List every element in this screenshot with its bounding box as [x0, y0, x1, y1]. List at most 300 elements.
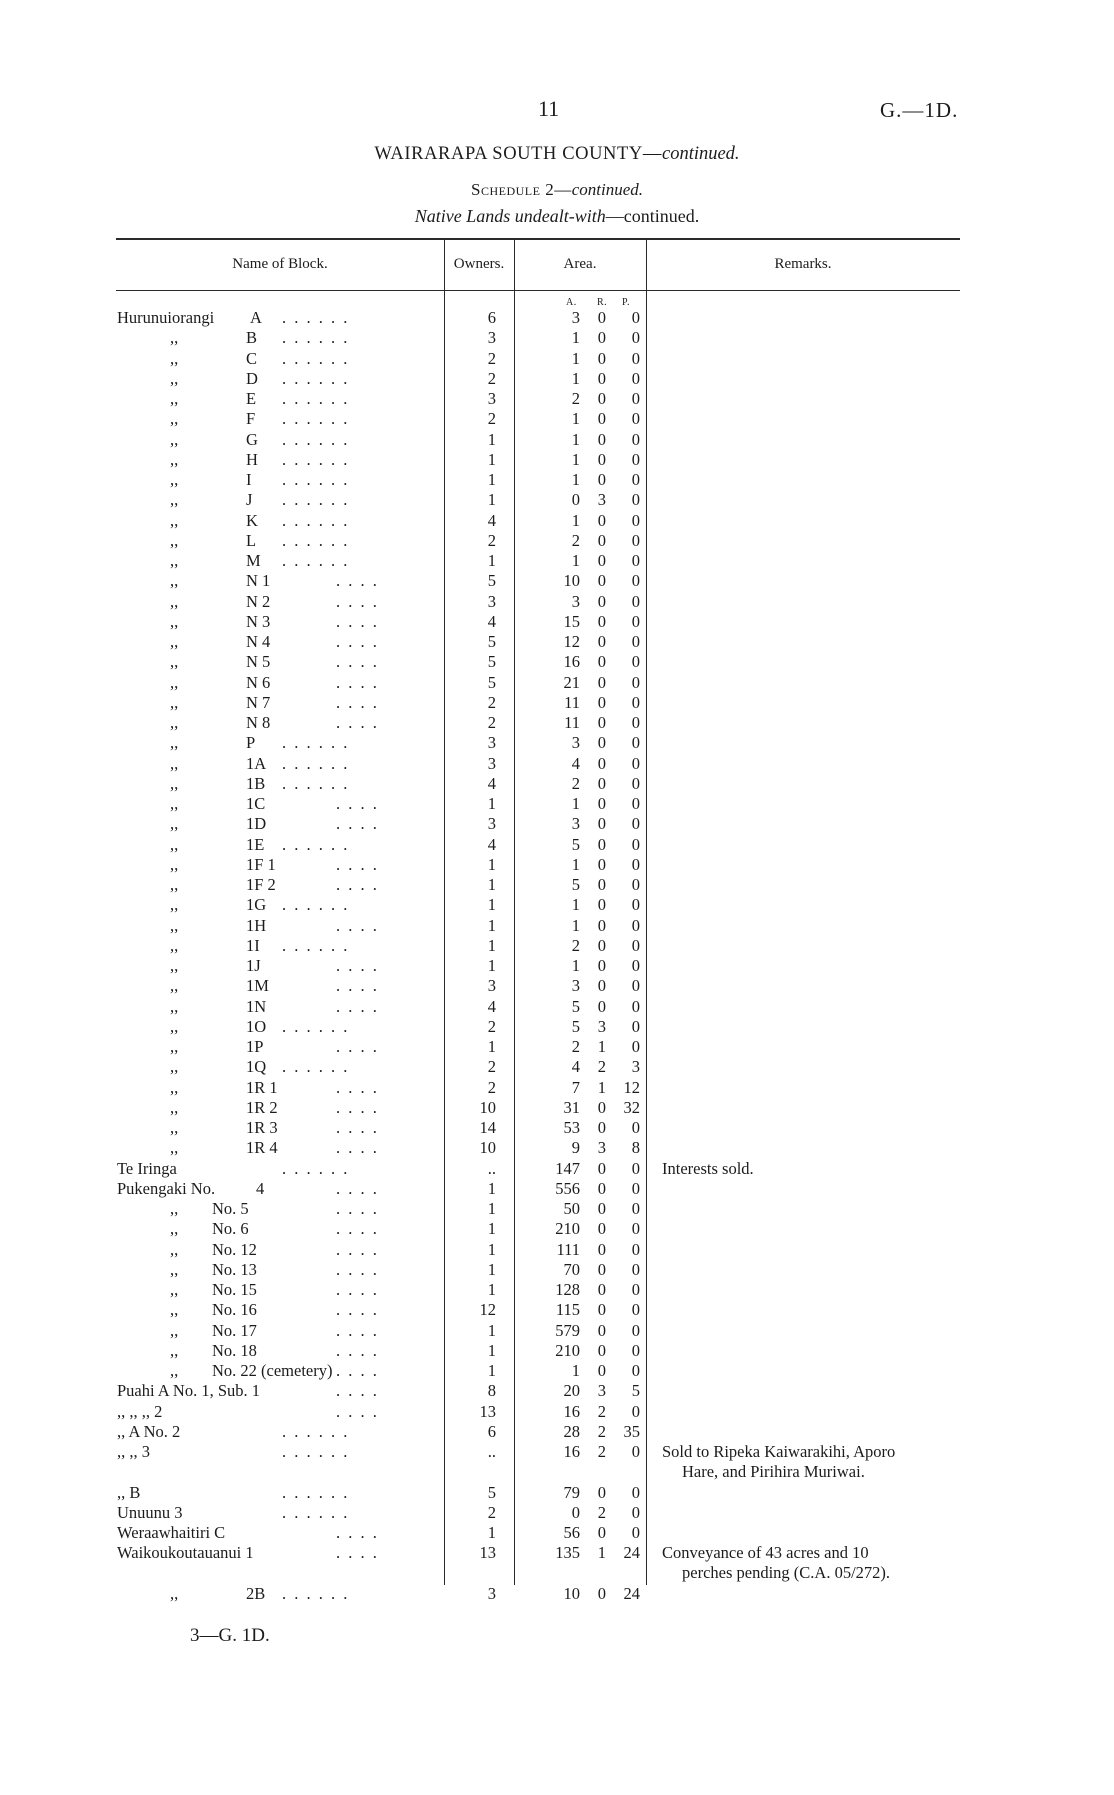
- block-name-sub: 1Q: [246, 1057, 267, 1077]
- table-top-rule: [116, 238, 960, 240]
- area-roods: 0: [597, 308, 606, 327]
- area-perches: 0: [631, 591, 640, 611]
- block-name-prefix: Puahi A No. 1, Sub. 1: [117, 1381, 261, 1401]
- area-perches: 0: [631, 1523, 640, 1542]
- area-acres: 3: [571, 976, 580, 996]
- area-roods: 0: [597, 895, 606, 915]
- area-acres: 28: [563, 1421, 580, 1441]
- area-perches: 0: [631, 996, 640, 1016]
- leader-dots: . . . . . .: [282, 1482, 350, 1502]
- area-acres: 53: [563, 1118, 580, 1137]
- area-perches: 0: [631, 1320, 640, 1340]
- area-acres: 1: [571, 348, 580, 368]
- area-roods: 0: [597, 733, 606, 753]
- block-name-sub: M: [246, 551, 261, 570]
- area-roods: 0: [597, 935, 606, 955]
- county-title-main: WAIRARAPA SOUTH COUNTY—: [374, 144, 662, 164]
- owners-count: 1: [487, 875, 496, 894]
- remark: [662, 1543, 1058, 1583]
- area-roods: 0: [597, 1199, 606, 1218]
- owners-count: 4: [487, 773, 496, 793]
- leader-dots: . . . . . .: [282, 1583, 350, 1603]
- block-name-sub: J: [246, 490, 253, 510]
- leader-dots: . . . .: [336, 652, 379, 672]
- area-roods: 0: [597, 389, 606, 408]
- area-acres: 3: [571, 591, 580, 611]
- area-roods: 2: [597, 1442, 606, 1461]
- area-roods: 0: [597, 875, 606, 894]
- area-acres: 3: [571, 308, 580, 327]
- block-name-sub: 1F 2: [246, 875, 276, 894]
- owners-count: 2: [487, 713, 496, 732]
- area-roods: 0: [597, 1340, 606, 1360]
- leader-dots: . . . . . .: [282, 1421, 350, 1441]
- owners-count: 5: [487, 632, 496, 651]
- area-perches: 0: [631, 328, 640, 348]
- owners-count: 1: [487, 1340, 496, 1360]
- area-perches: 0: [631, 1482, 640, 1502]
- leader-dots: . . . .: [336, 1361, 379, 1380]
- area-perches: 0: [631, 733, 640, 753]
- owners-count: 2: [487, 530, 496, 550]
- owners-count: 2: [487, 368, 496, 388]
- remark-line: Interests sold.: [662, 1158, 754, 1178]
- area-perches: 0: [631, 530, 640, 550]
- area-acres: 5: [571, 834, 580, 854]
- area-perches: 0: [631, 773, 640, 793]
- block-name-sub: G: [246, 429, 258, 449]
- area-acres: 20: [563, 1381, 580, 1401]
- leader-dots: . . . .: [336, 1199, 379, 1218]
- block-name-prefix: ,,: [170, 1138, 179, 1158]
- leader-dots: . . . .: [336, 1381, 379, 1401]
- area-roods: 0: [597, 510, 606, 530]
- block-name-prefix: ,,: [170, 753, 179, 773]
- owners-count: 1: [487, 1320, 496, 1340]
- area-perches: 0: [631, 611, 640, 631]
- block-name-prefix: ,,: [170, 895, 179, 915]
- owners-count: 1: [487, 895, 496, 915]
- area-roods: 0: [597, 1097, 606, 1117]
- owners-count: 1: [487, 935, 496, 955]
- remark: [662, 1159, 1058, 1179]
- area-acres: 128: [555, 1280, 580, 1299]
- area-perches: 0: [631, 1361, 640, 1380]
- block-name-prefix: ,, A No. 2: [117, 1421, 181, 1441]
- block-name-prefix: ,,: [170, 510, 179, 530]
- owners-count: 2: [487, 409, 496, 429]
- block-name-sub: 1J: [246, 956, 261, 975]
- area-roods: 0: [597, 1158, 606, 1178]
- block-name-sub: C: [246, 348, 258, 368]
- area-acres: 1: [571, 854, 580, 874]
- block-name-sub: N 4: [246, 632, 271, 651]
- area-roods: 0: [597, 753, 606, 773]
- block-name-prefix: ,,: [170, 1280, 179, 1299]
- area-roods: 1: [597, 1543, 606, 1563]
- block-name-prefix: ,,: [170, 1118, 179, 1137]
- block-name-sub: N 8: [246, 713, 271, 732]
- owners-count: 1: [487, 1199, 496, 1218]
- owners-count: ..: [487, 1442, 496, 1461]
- area-roods: 0: [597, 1320, 606, 1340]
- area-acres: 1: [571, 328, 580, 348]
- leader-dots: . . . .: [336, 1097, 379, 1117]
- block-name-prefix: ,,: [170, 1199, 179, 1218]
- block-name-prefix: ,,: [170, 1320, 179, 1340]
- owners-count: 1: [487, 854, 496, 874]
- block-name-prefix: ,,: [170, 935, 179, 955]
- block-name-prefix: ,,: [170, 1037, 179, 1056]
- leader-dots: . . . .: [336, 672, 379, 692]
- owners-count: 4: [487, 834, 496, 854]
- area-roods: 1: [597, 1037, 606, 1056]
- area-perches: 0: [631, 1158, 640, 1178]
- block-name-prefix: ,,: [170, 409, 179, 429]
- owners-count: 2: [487, 1057, 496, 1077]
- area-perches: 0: [631, 368, 640, 388]
- owners-count: 6: [487, 1421, 496, 1441]
- column-header-owners: Owners.: [453, 256, 505, 272]
- owners-count: 1: [487, 956, 496, 975]
- area-perches: 0: [631, 1178, 640, 1198]
- area-perches: 0: [631, 1199, 640, 1218]
- area-acres: 2: [571, 773, 580, 793]
- area-acres: 5: [571, 875, 580, 894]
- block-name-sub: No. 17: [212, 1320, 257, 1340]
- area-perches: 0: [631, 1442, 640, 1461]
- owners-count: 1: [487, 915, 496, 935]
- leader-dots: . . . .: [336, 611, 379, 631]
- leader-dots: . . . .: [336, 1037, 379, 1056]
- area-perches: 0: [631, 1016, 640, 1036]
- remark-line-continued: perches pending (C.A. 05/272).: [682, 1563, 891, 1583]
- area-roods: 0: [597, 1523, 606, 1542]
- owners-count: 6: [487, 308, 496, 327]
- county-title-continued: continued.: [661, 144, 740, 164]
- area-roods: 0: [597, 713, 606, 732]
- area-roods: 0: [597, 470, 606, 489]
- leader-dots: . . . .: [336, 1178, 379, 1198]
- owners-count: 14: [479, 1118, 496, 1137]
- owners-count: 1: [487, 470, 496, 489]
- block-name-prefix: ,,: [170, 976, 179, 996]
- area-perches: 35: [623, 1421, 640, 1441]
- area-acres: 15: [563, 611, 580, 631]
- block-name-prefix: ,,: [170, 490, 179, 510]
- block-name-sub: 1N: [246, 996, 267, 1016]
- area-roods: 0: [597, 794, 606, 813]
- area-perches: 0: [631, 976, 640, 996]
- area-perches: 0: [631, 571, 640, 591]
- area-roods: 0: [597, 773, 606, 793]
- column-header-name: Name of Block.: [232, 256, 328, 272]
- area-roods: 0: [597, 449, 606, 469]
- area-roods: 0: [597, 834, 606, 854]
- area-acres: 210: [555, 1340, 580, 1360]
- area-perches: 0: [631, 1219, 640, 1239]
- block-name-prefix: ,,: [170, 834, 179, 854]
- area-perches: 0: [631, 1239, 640, 1259]
- owners-count: 1: [487, 1219, 496, 1239]
- leader-dots: . . . . . .: [282, 733, 350, 753]
- area-roods: 0: [597, 530, 606, 550]
- owners-count: 4: [487, 611, 496, 631]
- area-acres: 115: [555, 1300, 580, 1320]
- area-roods: 0: [597, 996, 606, 1016]
- area-acres: 12: [563, 632, 580, 651]
- area-perches: 12: [623, 1077, 640, 1097]
- area-roods: 0: [597, 854, 606, 874]
- block-name-prefix: ,,: [170, 814, 179, 834]
- block-name-sub: N 1: [246, 571, 271, 591]
- leader-dots: . . . .: [336, 632, 379, 651]
- leader-dots: . . . . . .: [282, 368, 350, 388]
- area-acres: 56: [563, 1523, 580, 1542]
- block-name-sub: 1D: [246, 814, 267, 834]
- area-roods: 0: [597, 328, 606, 348]
- area-acres: 16: [563, 652, 580, 672]
- area-acres: 11: [564, 692, 580, 712]
- area-perches: 0: [631, 551, 640, 570]
- area-perches: 0: [631, 429, 640, 449]
- leader-dots: . . . . . .: [282, 895, 350, 915]
- block-name-sub: B: [246, 328, 258, 348]
- area-acres: 2: [571, 389, 580, 408]
- block-name-prefix: ,,: [170, 672, 179, 692]
- block-name-sub: No. 13: [212, 1259, 257, 1279]
- owners-count: 4: [487, 510, 496, 530]
- area-acres: 0: [571, 490, 580, 510]
- leader-dots: . . . . . .: [282, 389, 350, 408]
- block-name-sub: 1R 2: [246, 1097, 278, 1117]
- block-name-sub: E: [246, 389, 257, 408]
- area-acres: 1: [571, 956, 580, 975]
- leader-dots: . . . .: [336, 713, 379, 732]
- leader-dots: . . . .: [336, 1320, 379, 1340]
- area-perches: 32: [623, 1097, 640, 1117]
- area-perches: 0: [631, 753, 640, 773]
- leader-dots: . . . .: [336, 1401, 379, 1421]
- owners-count: 5: [487, 652, 496, 672]
- unit-perches: P.: [622, 297, 630, 308]
- section-subtitle-rest: —continued.: [605, 206, 700, 226]
- owners-count: 1: [487, 449, 496, 469]
- block-name-prefix: ,,: [170, 1097, 179, 1117]
- area-perches: 0: [631, 652, 640, 672]
- leader-dots: . . . . . .: [282, 348, 350, 368]
- block-name-prefix: ,,: [170, 733, 179, 753]
- area-perches: 3: [631, 1057, 640, 1077]
- area-acres: 9: [571, 1138, 580, 1158]
- area-perches: 24: [623, 1543, 640, 1563]
- leader-dots: . . . .: [336, 794, 379, 813]
- block-name-sub: 1F 1: [246, 854, 276, 874]
- block-name-sub: A: [250, 308, 262, 327]
- area-perches: 0: [631, 854, 640, 874]
- block-name-sub: L: [246, 530, 257, 550]
- area-perches: 24: [623, 1583, 640, 1603]
- area-roods: 2: [597, 1502, 606, 1522]
- block-name-sub: 2B: [246, 1583, 266, 1603]
- unit-acres: A.: [566, 297, 577, 308]
- area-acres: 0: [571, 1502, 580, 1522]
- area-perches: 0: [631, 935, 640, 955]
- block-name-sub: No. 15: [212, 1280, 257, 1299]
- area-acres: 1: [571, 915, 580, 935]
- area-roods: 2: [597, 1421, 606, 1441]
- block-name-sub: No. 22 (cemetery): [212, 1361, 333, 1380]
- block-name-sub: N 3: [246, 611, 271, 631]
- block-name-prefix: Unuunu 3: [117, 1502, 183, 1522]
- section-subtitle: [0, 206, 1114, 227]
- area-perches: 0: [631, 1280, 640, 1299]
- area-acres: 3: [571, 814, 580, 834]
- block-name-sub: 1A: [246, 753, 267, 773]
- owners-count: 13: [479, 1543, 496, 1563]
- block-name-prefix: ,,: [170, 328, 179, 348]
- area-acres: 135: [555, 1543, 580, 1563]
- owners-count: 2: [487, 1077, 496, 1097]
- owners-count: 1: [487, 1259, 496, 1279]
- area-acres: 21: [563, 672, 580, 692]
- owners-count: 3: [487, 976, 496, 996]
- block-name-sub: 1O: [246, 1016, 267, 1036]
- owners-count: 3: [487, 733, 496, 753]
- area-perches: 0: [631, 794, 640, 813]
- owners-count: 1: [487, 794, 496, 813]
- owners-count: 3: [487, 753, 496, 773]
- area-acres: 4: [571, 1057, 580, 1077]
- area-acres: 31: [563, 1097, 580, 1117]
- area-perches: 0: [631, 915, 640, 935]
- area-roods: 0: [597, 1118, 606, 1137]
- leader-dots: . . . . . .: [282, 409, 350, 429]
- owners-count: 2: [487, 692, 496, 712]
- table-header-rule: [116, 290, 960, 291]
- leader-dots: . . . . . .: [282, 551, 350, 570]
- block-name-sub: 1P: [246, 1037, 264, 1056]
- area-roods: 0: [597, 956, 606, 975]
- area-perches: 0: [631, 1259, 640, 1279]
- leader-dots: . . . . . .: [282, 328, 350, 348]
- block-name-sub: H: [246, 449, 258, 469]
- leader-dots: . . . .: [336, 976, 379, 996]
- leader-dots: . . . .: [336, 1280, 379, 1299]
- block-name-prefix: ,,: [170, 713, 179, 732]
- area-perches: 8: [631, 1138, 640, 1158]
- block-name-prefix: Weraawhaitiri C: [117, 1523, 226, 1542]
- block-name-prefix: ,,: [170, 1259, 179, 1279]
- block-name-prefix: ,, B: [117, 1482, 141, 1502]
- leader-dots: . . . . . .: [282, 834, 350, 854]
- block-name-sub: P: [246, 733, 256, 753]
- block-name-prefix: ,,: [170, 1300, 179, 1320]
- block-name-sub: No. 18: [212, 1340, 257, 1360]
- block-name-sub: 1E: [246, 834, 265, 854]
- area-roods: 2: [597, 1401, 606, 1421]
- area-perches: 5: [631, 1381, 640, 1401]
- unit-roods: R.: [597, 297, 608, 308]
- block-name-prefix: ,,: [170, 449, 179, 469]
- leader-dots: . . . . . .: [282, 935, 350, 955]
- block-name-prefix: ,,: [170, 1583, 179, 1603]
- footer-signature: 3—G. 1D.: [190, 1625, 270, 1646]
- block-name-prefix: ,,: [170, 956, 179, 975]
- leader-dots: . . . . . .: [282, 490, 350, 510]
- leader-dots: . . . . . .: [282, 773, 350, 793]
- block-name-prefix: ,,: [170, 915, 179, 935]
- remark-line-continued: Hare, and Pirihira Muriwai.: [682, 1462, 865, 1481]
- area-perches: 0: [631, 1118, 640, 1137]
- block-name-prefix: ,,: [170, 1340, 179, 1360]
- area-acres: 1: [571, 1361, 580, 1380]
- area-roods: 0: [597, 814, 606, 834]
- block-name-sub: K: [246, 510, 258, 530]
- owners-count: 5: [487, 571, 496, 591]
- leader-dots: . . . . . .: [282, 308, 350, 327]
- owners-count: 3: [487, 814, 496, 834]
- leader-dots: . . . . . .: [282, 1016, 350, 1036]
- leader-dots: . . . .: [336, 571, 379, 591]
- block-name-sub: D: [246, 368, 258, 388]
- area-roods: 0: [597, 1280, 606, 1299]
- schedule-title-main: Schedule 2—: [471, 180, 572, 199]
- block-name-sub: No. 5: [212, 1199, 249, 1218]
- area-perches: 0: [631, 389, 640, 408]
- owners-count: 1: [487, 1361, 496, 1380]
- owners-count: 8: [487, 1381, 496, 1401]
- block-name-prefix: ,,: [170, 1361, 179, 1380]
- leader-dots: . . . .: [336, 854, 379, 874]
- area-roods: 0: [597, 1259, 606, 1279]
- block-name-prefix: ,,: [170, 551, 179, 570]
- area-perches: 0: [631, 875, 640, 894]
- leader-dots: . . . .: [336, 1239, 379, 1259]
- owners-count: 1: [487, 1280, 496, 1299]
- area-perches: 0: [631, 632, 640, 651]
- owners-count: 1: [487, 1239, 496, 1259]
- area-roods: 0: [597, 1361, 606, 1380]
- area-acres: 5: [571, 996, 580, 1016]
- leader-dots: . . . .: [336, 814, 379, 834]
- area-roods: 0: [597, 692, 606, 712]
- block-name-prefix: ,,: [170, 854, 179, 874]
- block-name-prefix: Te Iringa: [117, 1158, 177, 1178]
- leader-dots: . . . .: [336, 1300, 379, 1320]
- area-perches: 0: [631, 1502, 640, 1522]
- block-name-sub: No. 12: [212, 1239, 257, 1259]
- block-name-sub: 1M: [246, 976, 269, 996]
- leader-dots: . . . .: [336, 1259, 379, 1279]
- block-name-sub: 4: [256, 1178, 265, 1198]
- area-acres: 2: [571, 530, 580, 550]
- owners-count: 3: [487, 389, 496, 408]
- remark: [662, 1442, 1058, 1482]
- area-perches: 0: [631, 814, 640, 834]
- area-roods: 0: [597, 632, 606, 651]
- area-roods: 3: [597, 1381, 606, 1401]
- area-acres: 1: [571, 368, 580, 388]
- block-name-sub: N 6: [246, 672, 271, 692]
- owners-count: 10: [479, 1097, 496, 1117]
- block-name-sub: No. 6: [212, 1219, 249, 1239]
- area-perches: 0: [631, 895, 640, 915]
- leader-dots: . . . . . .: [282, 1158, 350, 1178]
- area-roods: 0: [597, 571, 606, 591]
- owners-count: 2: [487, 1502, 496, 1522]
- leader-dots: . . . . . .: [282, 470, 350, 489]
